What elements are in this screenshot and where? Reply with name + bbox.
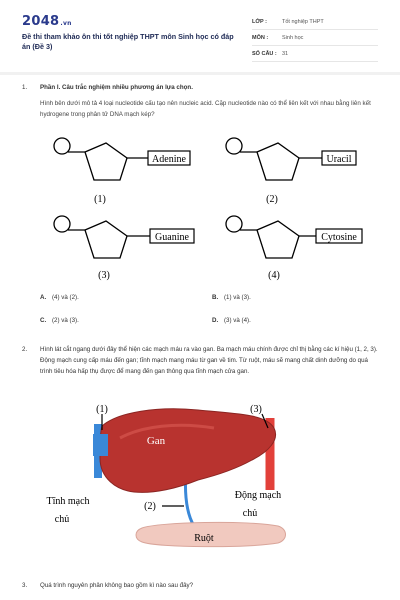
liver-figure: [38, 398, 308, 556]
nucleotide-label: (1): [94, 194, 106, 205]
meta-value: Tốt nghiệp THPT: [282, 18, 324, 25]
page-header: [0, 0, 400, 70]
vein-label-2: chủ: [54, 514, 70, 525]
choice-b[interactable]: [212, 294, 251, 301]
question-2: [22, 344, 382, 392]
choice-d[interactable]: [212, 317, 251, 324]
base-label: Guanine: [155, 232, 189, 243]
nucleotide-1: [54, 138, 190, 205]
nucleotide-label: (4): [268, 270, 280, 281]
meta-key: LỚP :: [252, 18, 267, 25]
artery-label: Động mạch: [234, 490, 282, 501]
header-divider: [0, 72, 400, 75]
nucleotide-label: (2): [266, 194, 278, 205]
answer-choices-q1: [40, 294, 370, 330]
nucleotide-figure: [40, 132, 370, 282]
question-number: 2.: [22, 346, 28, 353]
phosphate-icon: [226, 216, 242, 232]
nucleotide-label: (3): [98, 270, 110, 281]
choice-text: (3) và (4).: [224, 317, 251, 324]
liver-shape: [100, 409, 276, 493]
liver-label: Gan: [146, 435, 166, 447]
question-text: Hình lát cắt ngang dưới đây thể hiện các mạch máu ra vào gan. Ba mạch máu chính được chỉ thị bằng các kí hiệu (1, 2, 3). Động mạch cung cấp máu đến gan; tĩnh mạch mang máu từ gan về tim. Từ ruột, máu sẽ mang chất dinh dưỡng do quá trình tiêu hóa hấp thụ được để mang đến gan thông qua tĩnh mạch cửa gan.: [40, 346, 378, 375]
logo-suffix: .vn: [60, 20, 72, 27]
choice-a[interactable]: [40, 294, 79, 301]
choice-text: (1) và (3).: [224, 294, 251, 301]
choice-letter: B.: [212, 294, 219, 301]
sugar-pentagon: [85, 221, 127, 258]
sugar-pentagon: [257, 143, 299, 180]
phosphate-icon: [54, 138, 70, 154]
nucleotide-4: [226, 216, 362, 281]
site-logo[interactable]: [22, 14, 72, 29]
section-title: Phần I. Câu trắc nghiệm nhiều phương án lựa chọn.: [40, 84, 193, 91]
meta-row-grade: [252, 14, 378, 30]
choice-letter: A.: [40, 294, 47, 301]
meta-value: 31: [282, 50, 289, 57]
sugar-pentagon: [257, 221, 299, 258]
choice-text: (2) và (3).: [52, 317, 79, 324]
meta-value: Sinh học: [282, 34, 304, 41]
question-1: [22, 82, 382, 122]
document-title: Đề thi tham khảo ôn thi tốt nghiệp THPT môn Sinh học có đáp án (Đề 3): [22, 32, 234, 51]
nucleotide-2: [226, 138, 356, 205]
logo-main: 2048: [22, 14, 60, 29]
meta-key: MÔN :: [252, 34, 269, 41]
base-label: Uracil: [326, 154, 352, 165]
document-meta: [252, 14, 378, 62]
base-label: Adenine: [152, 154, 186, 165]
artery-label-2: chủ: [242, 508, 258, 519]
question-3: [22, 580, 382, 594]
phosphate-icon: [54, 216, 70, 232]
choice-c[interactable]: [40, 317, 79, 324]
question-number: 3.: [22, 582, 28, 589]
choice-text: (4) và (2).: [52, 294, 79, 301]
nucleotide-3: [54, 216, 194, 281]
sugar-pentagon: [85, 143, 127, 180]
meta-row-subject: [252, 30, 378, 46]
label-3: (3): [250, 404, 262, 415]
gut-label: Ruột: [194, 533, 214, 544]
question-text: Quá trình nguyên phân không bao gồm kì nào sau đây?: [40, 582, 194, 589]
meta-row-count: [252, 46, 378, 62]
label-1: (1): [96, 404, 108, 415]
label-2: (2): [144, 501, 156, 512]
phosphate-icon: [226, 138, 242, 154]
choice-letter: C.: [40, 317, 47, 324]
question-number: 1.: [22, 84, 28, 91]
base-label: Cytosine: [321, 232, 357, 243]
meta-key: SỐ CÂU :: [252, 50, 277, 57]
vein-label: Tĩnh mạch: [46, 496, 90, 507]
question-text: Hình bên dưới mô tả 4 loại nucleotide cấu tạo nên nucleic acid. Cặp nucleotide nào có thể liên kết với nhau bằng liên kết hydrogene trong phân tử DNA mạch kép?: [40, 100, 371, 118]
choice-letter: D.: [212, 317, 219, 324]
